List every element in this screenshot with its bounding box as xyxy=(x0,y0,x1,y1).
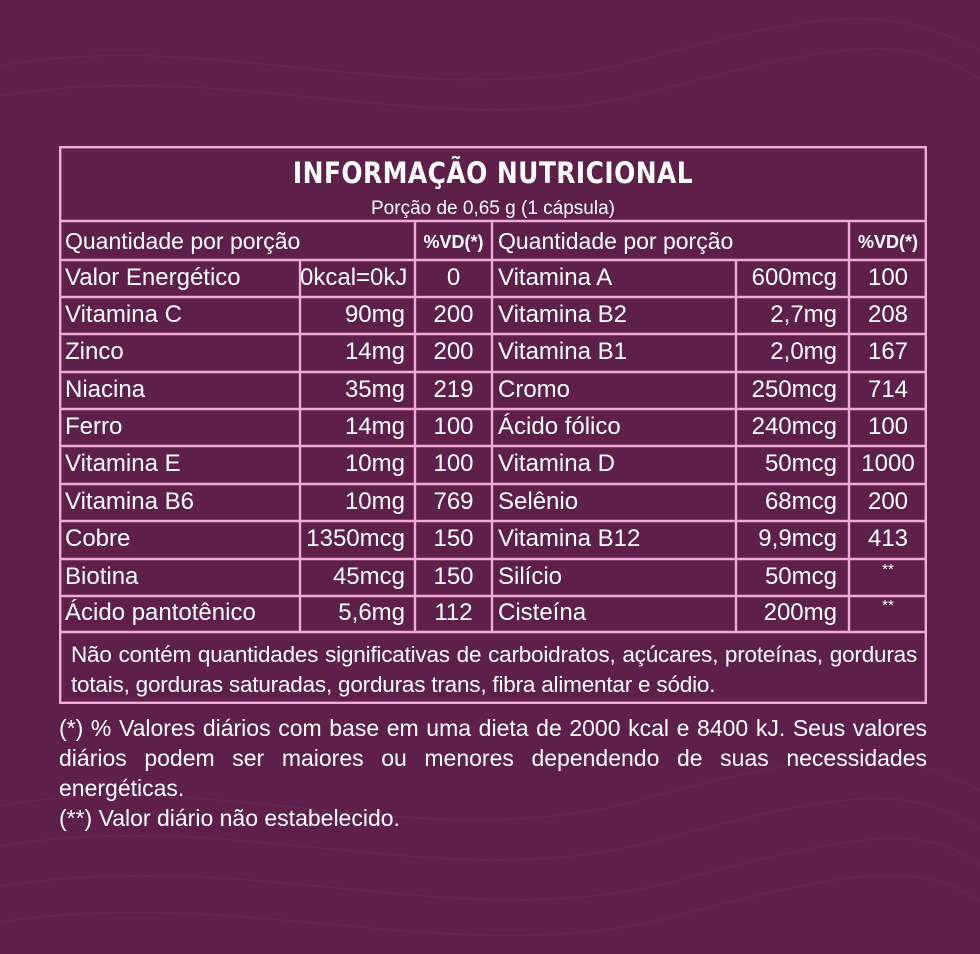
right-row-nutrient-name: Ácido fólico xyxy=(498,412,621,440)
left-row-daily-value: 100 xyxy=(433,412,474,440)
right-row-nutrient-name: Cisteína xyxy=(498,599,587,626)
right-row-daily-value: 200 xyxy=(867,487,909,515)
header-left-vd: %VD(*) xyxy=(423,232,484,252)
footnotes xyxy=(59,713,927,833)
left-row-nutrient-name: Cobre xyxy=(65,525,131,552)
right-row-nutrient-name: Silício xyxy=(498,562,563,590)
left-row-amount: 14mg xyxy=(344,338,405,365)
header-right-quantity: Quantidade por porção xyxy=(498,228,734,254)
left-row-amount: 0kcal=0kJ xyxy=(300,263,408,291)
header-right-vd: %VD(*) xyxy=(857,232,918,252)
left-row-amount: 45mcg xyxy=(332,562,405,590)
left-row-daily-value: 112 xyxy=(434,599,473,626)
right-row-daily-value: 1000 xyxy=(861,450,915,477)
right-row-nutrient-name: Vitamina A xyxy=(498,263,613,291)
right-row-nutrient-name: Vitamina B2 xyxy=(498,300,627,328)
left-row-amount: 10mg xyxy=(344,487,405,515)
right-row-amount: 200mg xyxy=(763,599,837,626)
right-row-amount: 2,7mg xyxy=(770,300,837,328)
table-note: Não contém quantidades significativas de carboidratos, açúcares, proteínas, gorduras totais, gorduras saturadas, gorduras trans, fibra alimentar e sódio. xyxy=(71,642,917,697)
right-row-daily-value: ** xyxy=(882,597,894,614)
left-row-amount: 90mg xyxy=(344,300,405,328)
right-row-daily-value: 208 xyxy=(867,300,909,328)
right-row-nutrient-name: Vitamina D xyxy=(498,450,615,477)
left-row-amount: 1350mcg xyxy=(306,525,405,552)
right-row-amount: 9,9mcg xyxy=(758,525,837,552)
right-row-amount: 50mcg xyxy=(764,562,837,590)
left-row-daily-value: 200 xyxy=(433,338,474,365)
left-row-daily-value: 150 xyxy=(433,562,474,590)
right-row-amount: 240mcg xyxy=(751,412,837,440)
right-row-nutrient-name: Selênio xyxy=(498,487,579,515)
right-row-amount: 68mcg xyxy=(764,487,837,515)
left-row-nutrient-name: Ferro xyxy=(65,412,123,440)
left-row-nutrient-name: Vitamina B6 xyxy=(65,487,194,515)
left-row-daily-value: 200 xyxy=(433,300,474,328)
right-row-amount: 600mcg xyxy=(751,263,837,291)
nutrition-facts-table xyxy=(59,146,927,704)
left-row-nutrient-name: Zinco xyxy=(65,338,124,365)
right-row-amount: 50mcg xyxy=(764,450,837,477)
left-row-amount: 14mg xyxy=(344,412,405,440)
left-row-nutrient-name: Valor Energético xyxy=(65,263,241,291)
right-row-nutrient-name: Vitamina B12 xyxy=(498,525,641,552)
left-row-daily-value: 0 xyxy=(446,263,461,291)
right-row-daily-value: 714 xyxy=(867,375,909,403)
left-row-nutrient-name: Ácido pantotênico xyxy=(65,599,256,626)
left-row-daily-value: 100 xyxy=(433,450,474,477)
left-row-daily-value: 219 xyxy=(433,375,474,403)
left-row-daily-value: 769 xyxy=(433,487,474,515)
left-row-amount: 5,6mg xyxy=(338,599,405,626)
left-row-nutrient-name: Biotina xyxy=(65,562,139,590)
right-row-daily-value: 167 xyxy=(867,338,909,365)
portion-size: Porção de 0,65 g (1 cápsula) xyxy=(371,198,615,219)
right-row-nutrient-name: Vitamina B1 xyxy=(498,338,627,365)
table-title: INFORMAÇÃO NUTRICIONAL xyxy=(292,156,694,190)
right-row-daily-value: 100 xyxy=(867,263,909,291)
left-row-nutrient-name: Vitamina E xyxy=(65,450,181,477)
footnote-daily-values: (*) % Valores diários com base em uma dieta de 2000 kcal e 8400 kJ. Seus valores diários podem ser maiores ou menores dependendo de suas necessidades energéticas. xyxy=(59,715,927,801)
left-row-nutrient-name: Niacina xyxy=(65,375,146,403)
left-row-nutrient-name: Vitamina C xyxy=(65,300,182,328)
right-row-daily-value: ** xyxy=(882,560,894,578)
left-row-amount: 10mg xyxy=(344,450,405,477)
footnote-not-established: (**) Valor diário não estabelecido. xyxy=(59,805,400,831)
left-row-amount: 35mg xyxy=(344,375,405,403)
header-left-quantity: Quantidade por porção xyxy=(65,228,301,254)
left-row-daily-value: 150 xyxy=(433,525,474,552)
right-row-daily-value: 413 xyxy=(867,525,909,552)
right-row-amount: 2,0mg xyxy=(770,338,837,365)
right-row-daily-value: 100 xyxy=(867,412,909,440)
right-row-amount: 250mcg xyxy=(751,375,837,403)
right-row-nutrient-name: Cromo xyxy=(498,375,571,403)
